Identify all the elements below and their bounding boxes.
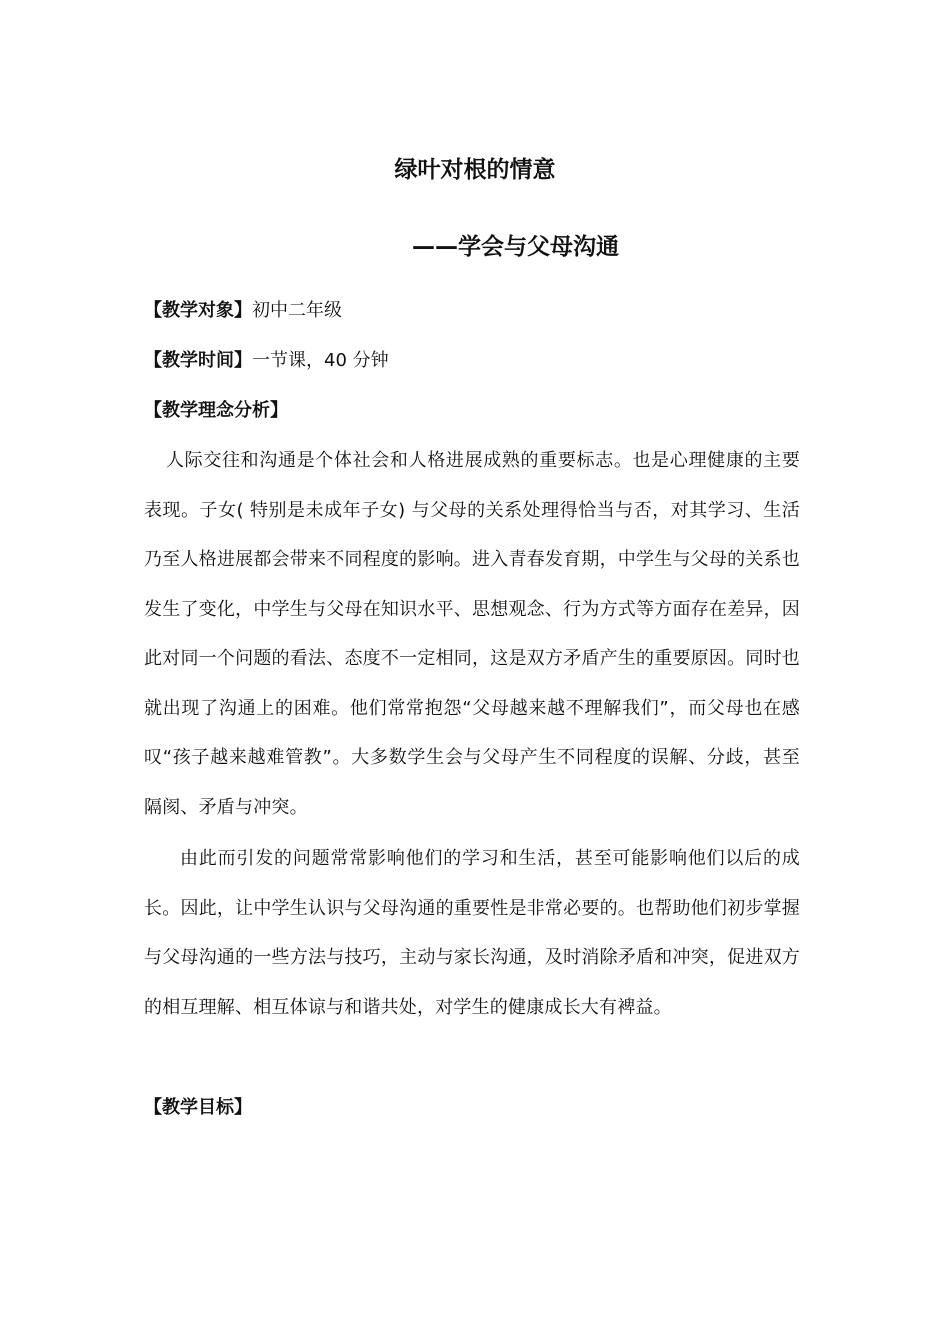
meta-value: 初中二年级	[252, 300, 342, 321]
document-subtitle: ——学会与父母沟通	[412, 234, 619, 260]
analysis-paragraph: 人际交往和沟通是个体社会和人格进展成熟的重要标志。也是心理健康的主要表现。子女( 特别是未成年子女) 与父母的关系处理得恰当与否，对其学习、生活乃至人格进展都会带来不同程度的影响。进入青春发育期，中学生与父母的关系也发生了变化，中学生与父母在知识水平、思想观念、行为方式等方面存在差异，因此对同一个问题的看法、态度不一定相同，这是双方矛盾产生的重要原因。同时也就出现了沟通上的困难。他们常常抱怨“父母越来越不理解我们”，而父母也在感叹“孩子越来越难管教”。大多数学生会与父母产生不同程度的误解、分歧，甚至隔阂、矛盾与冲突。	[144, 450, 800, 818]
section-heading-analysis: 【教学理念分析】	[144, 400, 288, 421]
meta-teaching-time	[144, 346, 389, 376]
meta-label: 【教学时间】	[144, 350, 252, 371]
meta-label: 【教学对象】	[144, 300, 252, 321]
meta-teaching-target	[144, 296, 342, 326]
meta-value: 一节课，40 分钟	[252, 350, 389, 371]
section-heading-goals: 【教学目标】	[144, 1097, 252, 1118]
analysis-paragraph: 由此而引发的问题常常影响他们的学习和生活，甚至可能影响他们以后的成长。因此，让中学生认识与父母沟通的重要性是非常必要的。也帮助他们初步掌握与父母沟通的一些方法与技巧，主动与家长沟通，及时消除矛盾和冲突，促进双方的相互理解、相互体谅与和谐共处，对学生的健康成长大有裨益。	[144, 848, 800, 1018]
document-title: 绿叶对根的情意	[394, 157, 556, 183]
